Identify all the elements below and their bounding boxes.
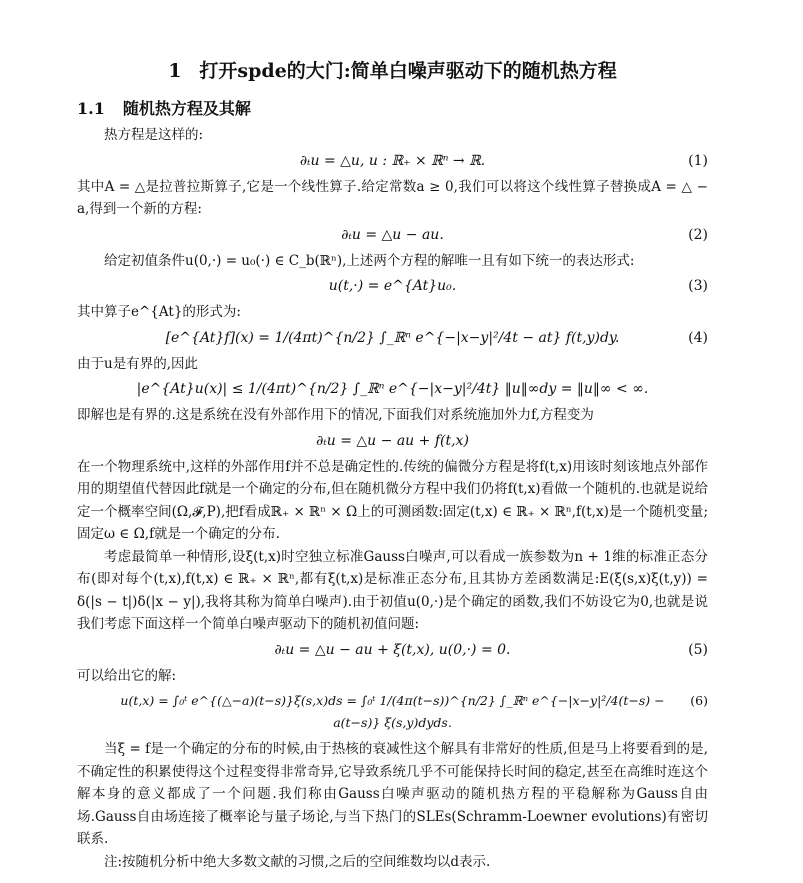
paragraph: 热方程是这样的: bbox=[104, 127, 204, 143]
paragraph: 给定初值条件u(0,·) = u₀(·) ∈ C_b(ℝⁿ),上述两个方程的解唯一且有如下统一的表达形式: bbox=[104, 252, 635, 269]
paragraph: 其中算子e^{At}的形式为: bbox=[77, 304, 241, 320]
paragraph: 即解也是有界的.这是系统在没有外部作用下的情况,下面我们对系统施加外力f,方程变为 bbox=[77, 407, 594, 423]
paragraph: 注:按随机分析中绝大多数文献的习惯,之后的空间维数均以d表示. bbox=[104, 853, 491, 870]
equation-number: (5) bbox=[688, 641, 708, 658]
equation-2: ∂ₜu = △u − au. (2) bbox=[77, 224, 708, 246]
equation-number: (6) bbox=[690, 693, 708, 708]
equation-number: (1) bbox=[688, 152, 708, 169]
paragraph: 可以给出它的解: bbox=[77, 667, 177, 684]
equation-4: [e^{At}f](x) = 1/(4πt)^{n/2} ∫_ℝⁿ e^{−|x−y|²/4t − at} f(t,y)dy. (4) bbox=[77, 327, 708, 349]
equation-number: (2) bbox=[688, 226, 708, 243]
equation-1: ∂ₜu = △u, u : ℝ₊ × ℝⁿ → ℝ. (1) bbox=[77, 150, 708, 172]
equation-forced: ∂ₜu = △u − au + f(t,x) bbox=[316, 432, 469, 449]
chapter-title: 1 打开spde的大门:简单白噪声驱动下的随机热方程 bbox=[168, 60, 617, 82]
equation-3: u(t,·) = e^{At}u₀. (3) bbox=[77, 275, 708, 297]
paragraph: 在一个物理系统中,这样的外部作用f并不总是确定性的.传统的偏微分方程是将f(t,x)用该时刻该地点外部作用的期望值代替因此f就是一个确定的分布,但在随机微分方程中我们仍将f(t,x)看做一个随机的.也就是说给定一个概率空间(Ω,𝓕,P),把f看成ℝ₊ × ℝⁿ × Ω上的可测函数:固定(t,x) ∈ ℝ₊ × ℝⁿ,f(t,x)是一个随机变量;固定ω ∈ Ω,f就是一个确定的分布. bbox=[77, 458, 708, 542]
equation-number: (4) bbox=[688, 329, 708, 346]
equation-6: u(t,x) = ∫₀ᵗ e^{(△−a)(t−s)}ξ(s,x)ds = ∫₀ᵗ 1/(4π(t−s))^{n/2} ∫_ℝⁿ e^{−|x−y|²/4(t−s) − a(t−s)} ξ(s,y)dyds. (6) bbox=[77, 690, 708, 734]
paragraph: 考虑最简单一种情形,设ξ(t,x)时空独立标准Gauss白噪声,可以看成一族参数为n + 1维的标准正态分布(即对每个(t,x),f(t,x) ∈ ℝ₊ × ℝⁿ,都有ξ(t,x)是标准正态分布,且其协方差函数满足:E(ξ(s,x)ξ(t,y)) = δ(|s − t|)δ(|x − y|),我将其称为简单白噪声).由于初值u(0,·)是个确定的函数,我们不妨设它为0,也就是说我们考虑下面这样一个简单白噪声驱动下的随机初值问题: bbox=[77, 548, 708, 632]
paragraph: 其中A = △是拉普拉斯算子,它是一个线性算子.给定常数a ≥ 0,我们可以将这个线性算子替换成A = △ − a,得到一个新的方程: bbox=[77, 178, 708, 217]
equation-bound: |e^{At}u(x)| ≤ 1/(4πt)^{n/2} ∫_ℝⁿ e^{−|x−y|²/4t} ‖u‖∞dy = ‖u‖∞ < ∞. bbox=[136, 381, 649, 397]
equation-5: ∂ₜu = △u − au + ξ(t,x), u(0,·) = 0. (5) bbox=[77, 639, 708, 661]
paragraph: 当ξ = f是一个确定的分布的时候,由于热核的衰减性这个解具有非常好的性质,但是马上将要看到的是,不确定性的积累使得这个过程变得非常奇异,它导致系统几乎不可能保持长时间的稳定,甚至在高维时连这个解本身的意义都成了一个问题.我们称由Gauss白噪声驱动的随机热方程的平稳解称为Gauss自由场.Gauss自由场连接了概率论与量子场论,与当下热门的SLEs(Schramm-Loewner evolutions)有密切联系. bbox=[77, 741, 708, 847]
paragraph: 由于u是有界的,因此 bbox=[77, 355, 198, 372]
section-title: 1.1 随机热方程及其解 bbox=[77, 99, 251, 118]
equation-number: (3) bbox=[688, 278, 708, 294]
